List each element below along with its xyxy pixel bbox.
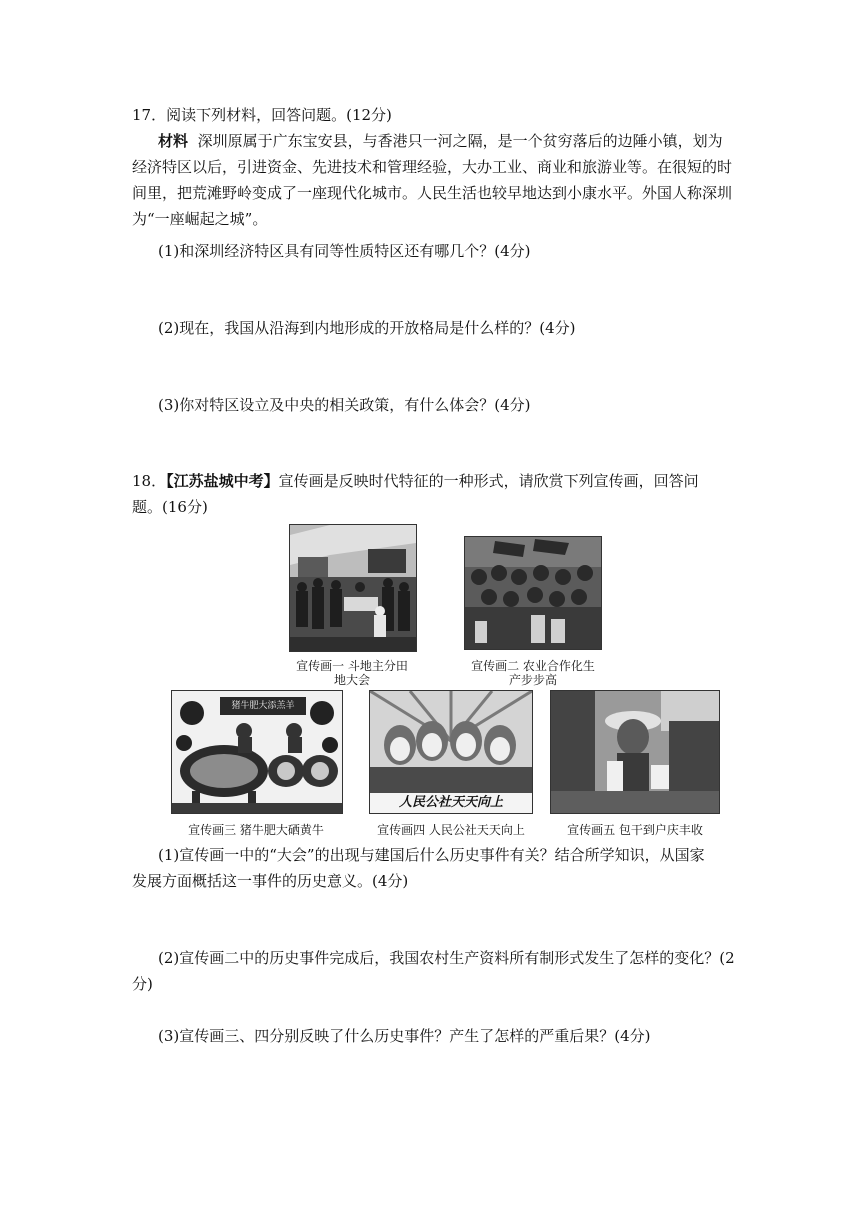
q17-material-line-2: 经济特区以后，引进资金、先进技术和管理经验，大办工业、商业和旅游业等。在很短的时 — [132, 158, 733, 176]
poster-1-land-reform-photo — [290, 525, 416, 651]
q17-title: 17．阅读下列材料，回答问题。(12分) — [132, 106, 392, 124]
poster-4-banner-text: 人民公社天天向上 — [398, 795, 503, 810]
poster-3-image — [171, 690, 343, 814]
material-label: 材料 — [158, 132, 189, 150]
q17-material-line-1 — [158, 131, 732, 151]
q17-sub-question-3: (3)你对特区设立及中央的相关政策，有什么体会？(4分) — [158, 396, 531, 414]
poster-4-caption: 宣传画四 人民公社天天向上 — [377, 823, 525, 837]
poster-1-caption-line-1: 宣传画一 斗地主分田 — [296, 659, 408, 673]
poster-2-caption-line-1: 宣传画二 农业合作化生 — [471, 659, 595, 673]
q18-sub-question-2-line-1: (2)宣传画二中的历史事件完成后，我国农村生产资料所有制形式发生了怎样的变化？(2 — [158, 949, 735, 967]
q18-sub-question-1-line-1: (1)宣传画一中的“大会”的出现与建国后什么历史事件有关？结合所学知识，从国家 — [158, 846, 705, 864]
q18-sub-question-3: (3)宣传画三、四分别反映了什么历史事件？产生了怎样的严重后果？(4分) — [158, 1027, 651, 1045]
q17-sub-question-1: (1)和深圳经济特区具有同等性质特区还有哪几个？(4分) — [158, 242, 531, 260]
poster-5-harvest-photo — [551, 691, 719, 813]
material-text-1: 深圳原属于广东宝安县，与香港只一河之隔，是一个贫穷落后的边陲小镇，划为 — [197, 132, 723, 150]
poster-5-caption: 宣传画五 包干到户庆丰收 — [567, 823, 703, 837]
poster-4-image — [369, 690, 533, 814]
q17-material-line-4: 为“一座崛起之城”。 — [132, 210, 268, 228]
q18-stem-text: 宣传画是反映时代特征的一种形式，请欣赏下列宣传画，回答问 — [278, 472, 699, 490]
poster-3-banner-text: 猪牛肥大添羔羊 — [231, 701, 295, 711]
q18-sub-question-1-line-2: 发展方面概括这一事件的历史意义。(4分) — [132, 872, 409, 890]
poster-1-caption-line-2: 地大会 — [333, 673, 370, 687]
q18-sub-question-2-line-2: 分) — [132, 975, 153, 993]
q17-sub-question-2: (2)现在，我国从沿海到内地形成的开放格局是什么样的？(4分) — [158, 319, 576, 337]
q18-stem-line-2: 题。(16分) — [132, 498, 208, 516]
q18-stem-line-1 — [132, 471, 732, 491]
poster-2-image — [464, 536, 602, 650]
q18-source-tag: 【江苏盐城中考】 — [166, 472, 279, 490]
poster-5-image — [550, 690, 720, 814]
poster-1-image — [289, 524, 417, 652]
q18-number: 18． — [132, 472, 167, 490]
q17-material-line-3: 间里，把荒滩野岭变成了一座现代化城市。人民生活也较早地达到小康水平。外国人称深圳 — [132, 184, 733, 202]
poster-2-cooperation-poster — [465, 537, 601, 649]
poster-3-caption: 宣传画三 猪牛肥大硒黄牛 — [188, 823, 324, 837]
poster-2-caption-line-2: 产步步高 — [508, 673, 557, 687]
